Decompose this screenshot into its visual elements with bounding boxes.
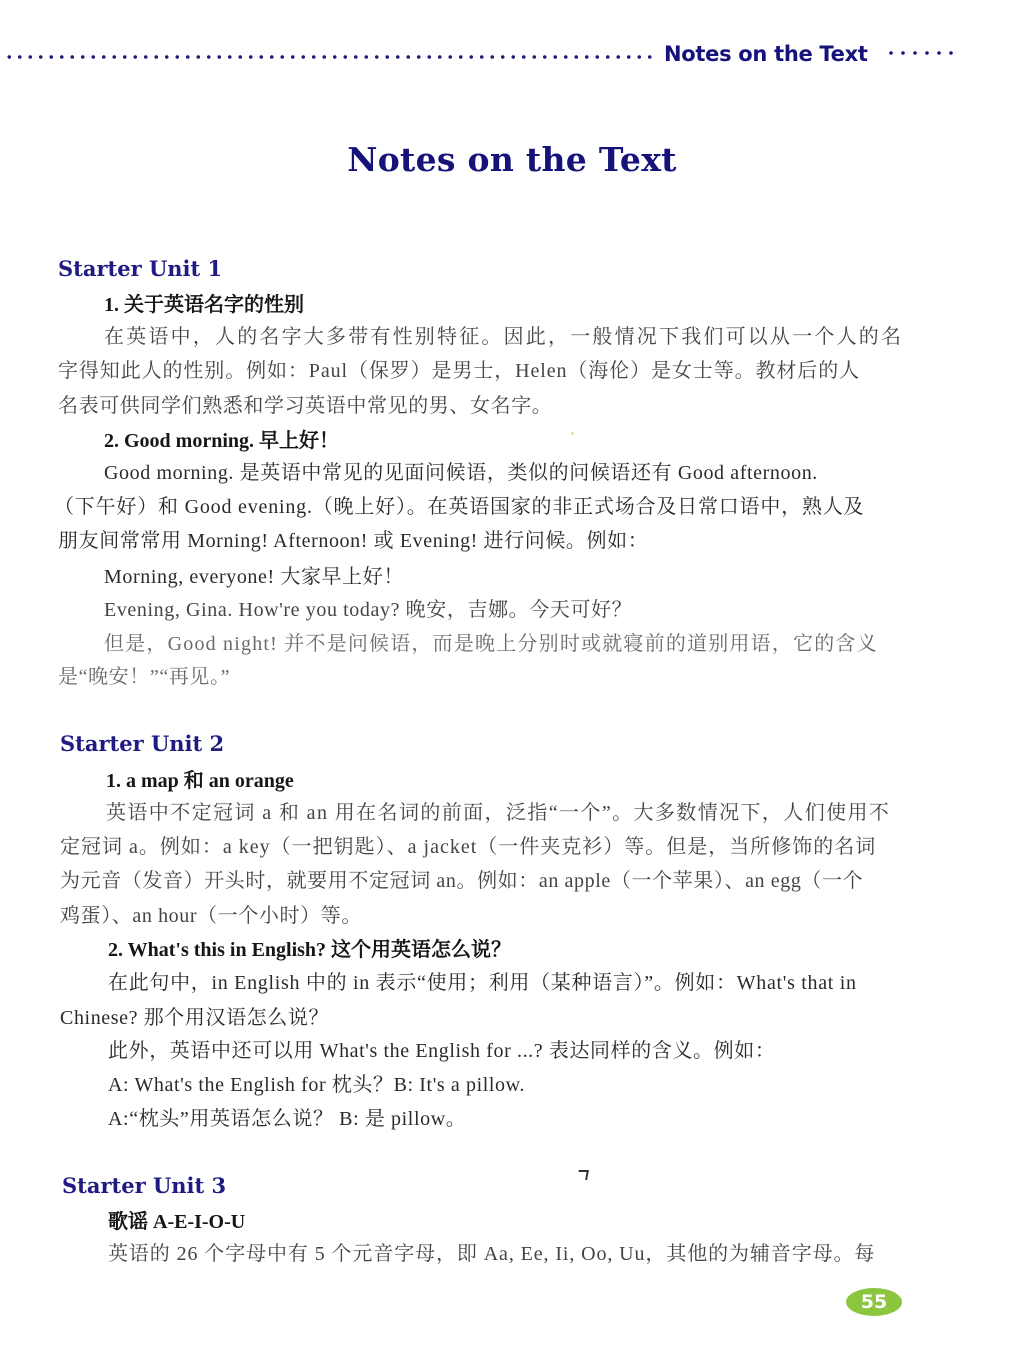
section-heading-unit-3: Starter Unit 3 xyxy=(62,1173,227,1198)
paragraph-line: 但是，Good night! 并不是问候语，而是晚上分别时或就寝前的道别用语，它的含义 xyxy=(104,633,878,655)
page-number-badge: 55 xyxy=(846,1288,902,1316)
item-title: 1. a map 和 an orange xyxy=(106,770,294,792)
page-title: Notes on the Text xyxy=(347,140,677,179)
paragraph-line: 定冠词 a。例如：a key（一把钥匙）、a jacket（一件夹克衫）等。但是，当所修饰的名词 xyxy=(60,836,877,858)
example-sentence: Morning, everyone! 大家早上好！ xyxy=(104,566,404,588)
item-title: 1. 关于英语名字的性别 xyxy=(104,294,304,316)
paragraph-line: 在英语中，人的名字大多带有性别特征。因此，一般情况下我们可以从一个人的名 xyxy=(104,326,904,348)
paragraph-line: 在此句中，in English 中的 in 表示“使用；利用（某种语言）”。例如：What's that in xyxy=(108,972,857,994)
example-dialogue: A: What's the English for 枕头？B: It's a pillow. xyxy=(108,1074,525,1096)
header-dot-leader-right xyxy=(885,50,961,56)
paragraph-line: 为元音（发音）开头时，就要用不定冠词 an。例如：an apple（一个苹果）、an egg（一个 xyxy=(60,870,864,892)
paragraph-line: Chinese? 那个用汉语怎么说？ xyxy=(60,1007,330,1029)
scan-artifact xyxy=(571,432,574,435)
example-dialogue: A:“枕头”用英语怎么说？ B: 是 pillow。 xyxy=(108,1108,467,1130)
item-title: 2. What's this in English? 这个用英语怎么说？ xyxy=(108,939,512,961)
paragraph-line: Good morning. 是英语中常见的见面问候语，类似的问候语还有 Good afternoon. xyxy=(104,462,818,484)
paragraph-line: 此外，英语中还可以用 What's the English for ...? 表达同样的含义。例如： xyxy=(108,1040,776,1062)
example-sentence: Evening, Gina. How're you today? 晚安，吉娜。今天可好？ xyxy=(104,599,633,621)
paragraph-line: 是“晚安！”“再见。” xyxy=(58,666,231,688)
paragraph-line: 英语的 26 个字母中有 5 个元音字母，即 Aa, Ee, Ii, Oo, Uu，其他的为辅音字母。每 xyxy=(108,1243,876,1265)
paragraph-line: （下午好）和 Good evening.（晚上好）。在英语国家的非正式场合及日常口语中，熟人及 xyxy=(54,496,865,518)
paragraph-line: 字得知此人的性别。例如：Paul（保罗）是男士，Helen（海伦）是女士等。教材后的人 xyxy=(58,360,861,382)
paragraph-line: 名表可供同学们熟悉和学习英语中常见的男、女名字。 xyxy=(58,395,553,417)
section-heading-unit-2: Starter Unit 2 xyxy=(60,731,225,756)
running-header-label: Notes on the Text xyxy=(664,42,868,66)
scan-artifact xyxy=(577,1170,589,1180)
section-heading-unit-1: Starter Unit 1 xyxy=(58,256,223,281)
paragraph-line: 鸡蛋）、an hour（一个小时）等。 xyxy=(60,905,362,927)
running-header xyxy=(0,40,1024,70)
paragraph-line: 英语中不定冠词 a 和 an 用在名词的前面，泛指“一个”。大多数情况下，人们使用不 xyxy=(106,802,891,824)
item-title: 歌谣 A-E-I-O-U xyxy=(108,1211,246,1233)
item-title: 2. Good morning. 早上好！ xyxy=(104,430,340,452)
header-dot-leader-left xyxy=(4,54,654,60)
paragraph-line: 朋友间常常用 Morning! Afternoon! 或 Evening! 进行问候。例如： xyxy=(58,530,649,552)
